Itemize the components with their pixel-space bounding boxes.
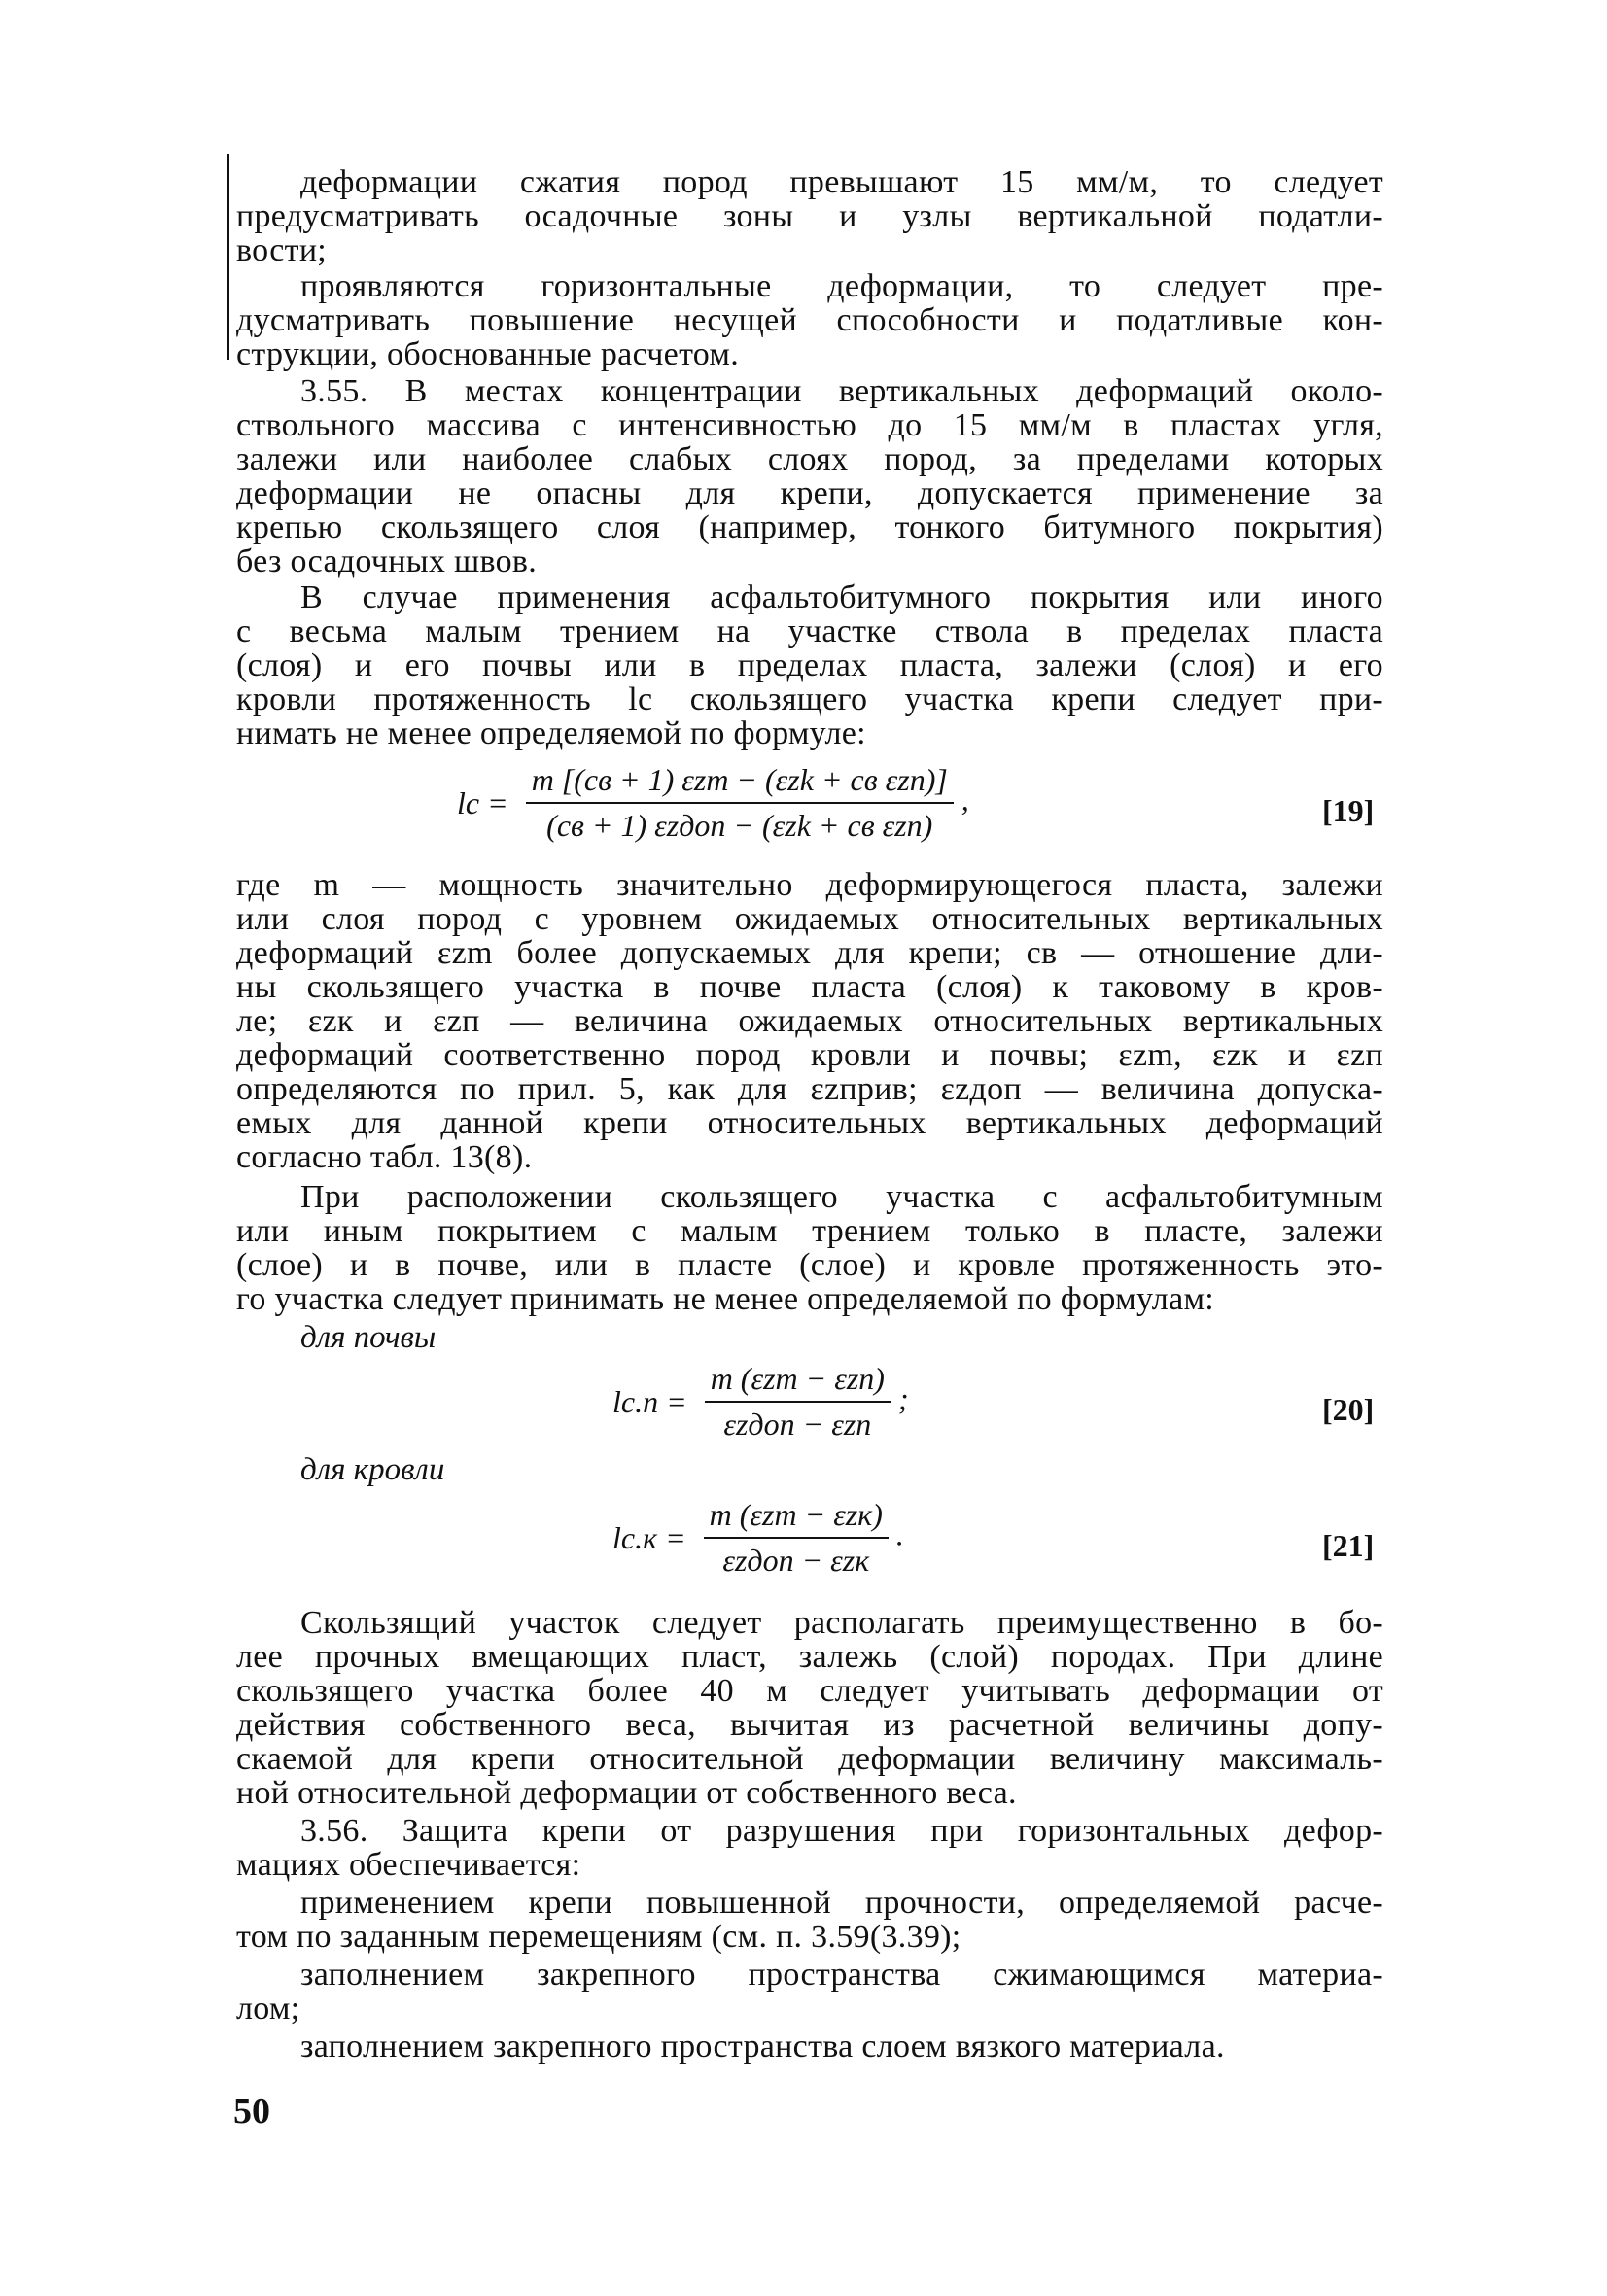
- paragraph-location: [236, 1180, 1383, 1316]
- text-line: лее прочных вмещающих пласт, залежь (слой) породах. При длине: [236, 1640, 1383, 1674]
- formula-punct: ,: [961, 782, 969, 818]
- text-line: 3.56. Защита крепи от разрушения при горизонтальных дефор-: [300, 1814, 1383, 1848]
- text-line: лом;: [236, 1992, 300, 2026]
- text-line: согласно табл. 13(8).: [236, 1140, 533, 1174]
- text-line: деформаций εzm более допускаемых для крепи; cв — отношение дли-: [236, 936, 1383, 970]
- formula-19: [457, 762, 969, 844]
- formula-denominator: εzдоп − εzк: [722, 1543, 870, 1578]
- formula-lhs: lс.п =: [612, 1383, 687, 1419]
- equation-number-20: [20]: [1322, 1392, 1375, 1427]
- formula-lhs: lc =: [457, 784, 508, 820]
- paragraph-p1: [236, 165, 1383, 267]
- formula-numerator: m (εzm − εzп): [705, 1361, 891, 1403]
- list-item-a: [236, 1886, 1383, 1954]
- equation-number-21: [21]: [1322, 1528, 1375, 1563]
- text-line: проявляются горизонтальные деформации, то следует пре-: [300, 269, 1383, 303]
- text-line: вости;: [236, 233, 328, 267]
- formula-punct: .: [895, 1516, 904, 1552]
- text-line: (слое) и в почве, или в пласте (слое) и кровле протяженность это-: [236, 1248, 1383, 1282]
- text-line: При расположении скользящего участка с асфальтобитумным: [300, 1180, 1383, 1214]
- equation-number-19: [19]: [1322, 793, 1375, 828]
- text-line: деформации сжатия пород превышают 15 мм/м, то следует: [300, 165, 1383, 199]
- text-line: кровли протяженность lc скользящего участка крепи следует при-: [236, 682, 1383, 716]
- label-roof: для кровли: [300, 1452, 445, 1487]
- formula-numerator: m (εzm − εzк): [704, 1497, 889, 1539]
- text-line: с весьма малым трением на участке ствола в пределах пласта: [236, 614, 1383, 648]
- paragraph-3-56: [236, 1814, 1383, 1882]
- formula-punct: ;: [897, 1380, 909, 1416]
- text-line: струкции, обоснованные расчетом.: [236, 337, 740, 371]
- formula-numerator: m [(cв + 1) εzm − (εzk + cв εzп)]: [526, 762, 954, 804]
- paragraph-sliding: [236, 1606, 1383, 1810]
- text-line: без осадочных швов.: [236, 544, 538, 578]
- text-line: деформации не опасны для крепи, допускается применение за: [236, 476, 1383, 510]
- list-item-c: [236, 2030, 1383, 2064]
- text-line: нимать не менее определяемой по формуле:: [236, 716, 866, 750]
- text-line: Скользящий участок следует располагать преимущественно в бо-: [300, 1606, 1383, 1640]
- text-line: предусматривать осадочные зоны и узлы вертикальной податли-: [236, 199, 1383, 233]
- text-line: дусматривать повышение несущей способности и податливые кон-: [236, 303, 1383, 337]
- text-line: ной относительной деформации от собственного веса.: [236, 1776, 1017, 1810]
- paragraph-p2: [236, 269, 1383, 371]
- label-soil: для почвы: [300, 1320, 437, 1355]
- text-line: где m — мощность значительно деформирующегося пласта, залежи: [236, 868, 1383, 902]
- list-item-b: [236, 1958, 1383, 2026]
- text-line: залежи или наиболее слабых слоях пород, за пределами которых: [236, 442, 1383, 476]
- text-line: заполнением закрепного пространства сжимающимся материа-: [300, 1958, 1383, 1992]
- paragraph-where: [236, 868, 1383, 1174]
- text-line: деформаций соответственно пород кровли и почвы; εzm, εzк и εzп: [236, 1038, 1383, 1072]
- formula-21: [612, 1497, 904, 1579]
- text-line: мациях обеспечивается:: [236, 1848, 581, 1882]
- text-line: заполнением закрепного пространства слоем вязкого материала.: [300, 2030, 1225, 2064]
- margin-change-bar: [227, 154, 229, 360]
- text-line: ствольного массива с интенсивностью до 15 мм/м в пластах угля,: [236, 408, 1383, 442]
- paragraph-3-55: [236, 374, 1383, 578]
- text-line: (слоя) и его почвы или в пределах пласта, залежи (слоя) и его: [236, 648, 1383, 682]
- text-line: го участка следует принимать не менее определяемой по формулам:: [236, 1282, 1215, 1316]
- text-line: определяются по прил. 5, как для εzприв; εzдоп — величина допуска-: [236, 1072, 1383, 1106]
- text-line: В случае применения асфальтобитумного покрытия или иного: [300, 580, 1383, 614]
- text-line: крепью скользящего слоя (например, тонкого битумного покрытия): [236, 510, 1383, 544]
- text-line: том по заданным перемещениям (см. п. 3.59(3.39);: [236, 1920, 961, 1954]
- text-line: или слоя пород с уровнем ожидаемых относительных вертикальных: [236, 902, 1383, 936]
- text-line: ны скользящего участка в почве пласта (слоя) к таковому в кров-: [236, 970, 1383, 1004]
- formula-lhs: lс.к =: [612, 1519, 686, 1555]
- text-line: действия собственного веса, вычитая из расчетной величины допу-: [236, 1708, 1383, 1742]
- formula-20: [612, 1361, 909, 1443]
- text-line: ле; εzк и εzп — величина ожидаемых относительных вертикальных: [236, 1004, 1383, 1038]
- text-line: 3.55. В местах концентрации вертикальных деформаций около-: [300, 374, 1383, 408]
- formula-denominator: (cв + 1) εzдоп − (εzk + cв εzп): [546, 808, 933, 843]
- text-line: емых для данной крепи относительных вертикальных деформаций: [236, 1106, 1383, 1140]
- text-line: или иным покрытием с малым трением только в пласте, залежи: [236, 1214, 1383, 1248]
- text-line: скользящего участка более 40 м следует учитывать деформации от: [236, 1674, 1383, 1708]
- paragraph-case: [236, 580, 1383, 750]
- text-line: применением крепи повышенной прочности, определяемой расче-: [300, 1886, 1383, 1920]
- text-line: скаемой для крепи относительной деформации величину максималь-: [236, 1742, 1383, 1776]
- formula-denominator: εzдоп − εzп: [723, 1407, 872, 1442]
- page-number: 50: [233, 2091, 270, 2132]
